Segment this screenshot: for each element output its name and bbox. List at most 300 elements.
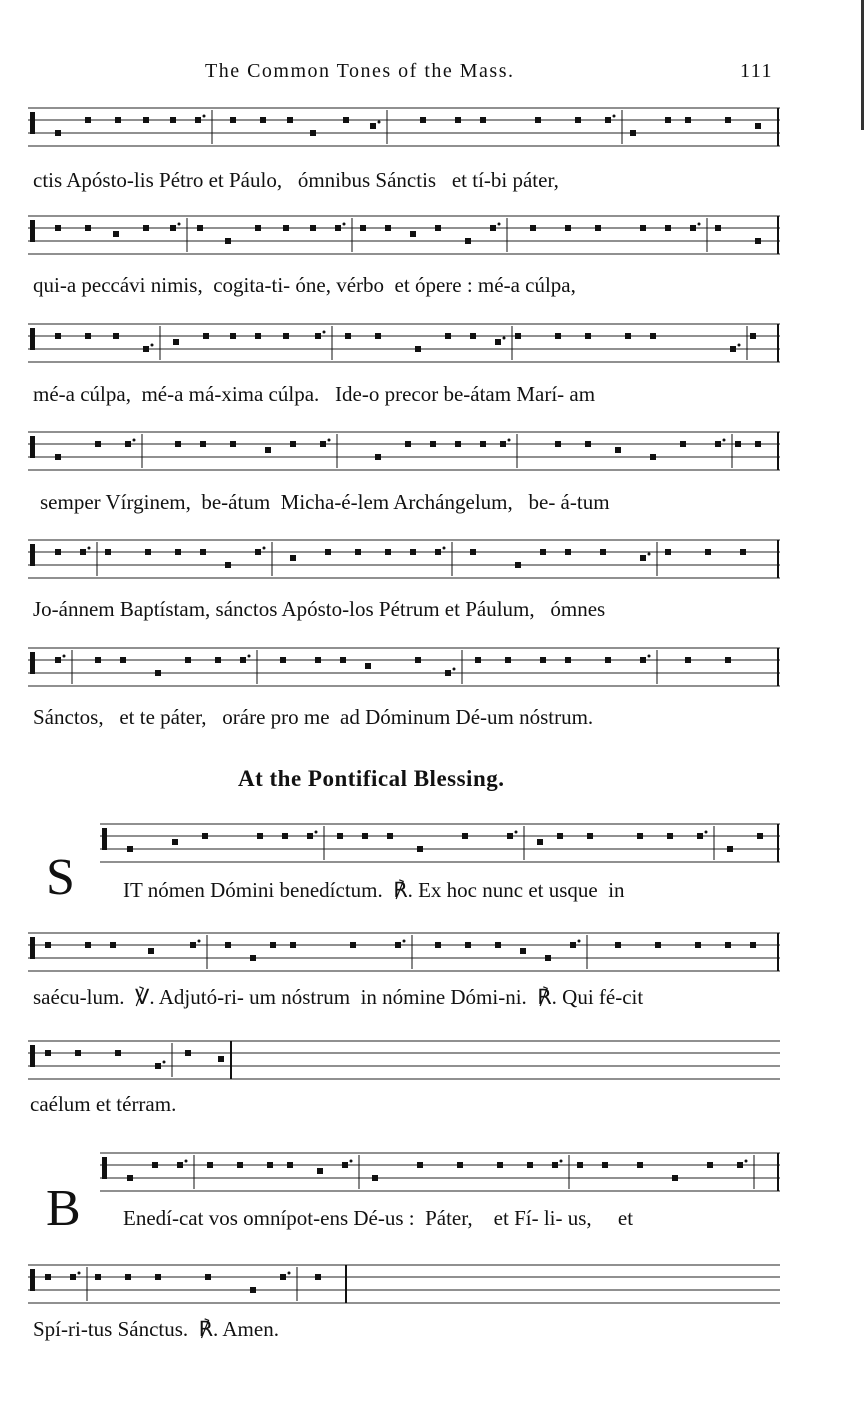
neume — [287, 117, 293, 123]
mora-dot — [163, 1061, 166, 1064]
neume — [225, 238, 231, 244]
neume — [495, 339, 501, 345]
neume — [385, 549, 391, 555]
neume — [175, 441, 181, 447]
neume — [640, 555, 646, 561]
staff-lines — [28, 208, 780, 260]
neume — [725, 117, 731, 123]
neume — [85, 333, 91, 339]
neume — [200, 441, 206, 447]
mora-dot — [378, 121, 381, 124]
mora-dot — [88, 547, 91, 550]
neume — [417, 1162, 423, 1168]
neume — [445, 333, 451, 339]
neume — [735, 441, 741, 447]
neume — [650, 333, 656, 339]
neume — [340, 657, 346, 663]
mora-dot — [288, 1272, 291, 1275]
neume — [697, 833, 703, 839]
neume — [343, 117, 349, 123]
staff-lines — [28, 1033, 780, 1085]
neume — [665, 117, 671, 123]
neume — [495, 942, 501, 948]
neume — [420, 117, 426, 123]
neume — [415, 657, 421, 663]
neume — [600, 549, 606, 555]
neume — [257, 833, 263, 839]
neume — [280, 1274, 286, 1280]
neume — [85, 942, 91, 948]
neume — [465, 942, 471, 948]
neume — [342, 1162, 348, 1168]
neume — [155, 1063, 161, 1069]
neume — [637, 1162, 643, 1168]
neume — [705, 549, 711, 555]
neume — [230, 333, 236, 339]
neume — [225, 562, 231, 568]
mora-dot — [248, 655, 251, 658]
neume — [417, 846, 423, 852]
neume — [695, 942, 701, 948]
neume — [185, 1050, 191, 1056]
mora-dot — [560, 1160, 563, 1163]
neume — [685, 657, 691, 663]
neume — [120, 657, 126, 663]
neume — [730, 346, 736, 352]
neume — [372, 1175, 378, 1181]
neume — [315, 333, 321, 339]
neume — [740, 549, 746, 555]
neume — [225, 942, 231, 948]
mora-dot — [78, 1272, 81, 1275]
neume — [80, 549, 86, 555]
running-title: The Common Tones of the Mass. — [205, 60, 515, 82]
blessing-line-5: Spí-ri-tus Sánctus. ℟. Amen. — [33, 1317, 279, 1341]
neume — [707, 1162, 713, 1168]
neume — [350, 942, 356, 948]
chant-staff-6 — [28, 640, 780, 692]
neume — [540, 549, 546, 555]
clef-mark — [102, 828, 107, 850]
staff-lines — [28, 316, 780, 368]
clef-mark — [30, 112, 35, 134]
mora-dot — [578, 940, 581, 943]
neume — [640, 225, 646, 231]
section-heading: At the Pontifical Blessing. — [238, 766, 505, 791]
neume — [115, 1050, 121, 1056]
staff-lines — [28, 925, 780, 977]
neume — [255, 333, 261, 339]
neume — [750, 942, 756, 948]
neume — [507, 833, 513, 839]
neume — [565, 225, 571, 231]
neume — [497, 1162, 503, 1168]
neume — [255, 549, 261, 555]
neume — [85, 117, 91, 123]
mora-dot — [178, 223, 181, 226]
neume — [152, 1162, 158, 1168]
neume — [615, 447, 621, 453]
neume — [690, 225, 696, 231]
mora-dot — [613, 115, 616, 118]
neume — [290, 441, 296, 447]
neume — [455, 117, 461, 123]
neume — [715, 441, 721, 447]
neume — [470, 333, 476, 339]
neume — [462, 833, 468, 839]
mora-dot — [350, 1160, 353, 1163]
lyric-line-2: qui-a peccávi nimis, cogita-ti- óne, vérbo et ópere : mé-a cúlpa, — [33, 273, 576, 297]
neume — [55, 549, 61, 555]
neume — [290, 555, 296, 561]
neume — [45, 1274, 51, 1280]
staff-lines — [28, 532, 780, 584]
neume — [195, 117, 201, 123]
neume — [672, 1175, 678, 1181]
neume — [155, 670, 161, 676]
neume — [715, 225, 721, 231]
neume — [680, 441, 686, 447]
neume — [145, 549, 151, 555]
neume — [113, 333, 119, 339]
neume — [685, 117, 691, 123]
mora-dot — [648, 655, 651, 658]
clef-mark — [30, 544, 35, 566]
neume — [557, 833, 563, 839]
neume — [565, 657, 571, 663]
staff-lines — [100, 816, 780, 868]
mora-dot — [698, 223, 701, 226]
neume — [337, 833, 343, 839]
neume — [757, 833, 763, 839]
neume — [665, 549, 671, 555]
mora-dot — [63, 655, 66, 658]
neume — [283, 333, 289, 339]
staff-lines — [28, 1257, 780, 1309]
mora-dot — [515, 831, 518, 834]
neume — [405, 441, 411, 447]
neume — [127, 1175, 133, 1181]
mora-dot — [328, 439, 331, 442]
neume — [570, 942, 576, 948]
neume — [537, 839, 543, 845]
clef-mark — [30, 328, 35, 350]
neume — [190, 942, 196, 948]
lyric-line-1: ctis Apósto-lis Pétro et Páulo, ómnibus Sánctis et tí-bi páter, — [33, 168, 559, 192]
mora-dot — [498, 223, 501, 226]
staff-lines — [28, 100, 780, 152]
neume — [218, 1056, 224, 1062]
neume — [155, 1274, 161, 1280]
mora-dot — [503, 337, 506, 340]
neume — [95, 1274, 101, 1280]
mora-dot — [263, 547, 266, 550]
neume — [375, 454, 381, 460]
neume — [127, 846, 133, 852]
neume — [410, 231, 416, 237]
neume — [520, 948, 526, 954]
neume — [552, 1162, 558, 1168]
neume — [725, 942, 731, 948]
staff-lines — [28, 640, 780, 692]
neume — [265, 447, 271, 453]
neume — [490, 225, 496, 231]
neume — [205, 1274, 211, 1280]
neume — [515, 562, 521, 568]
neume — [615, 942, 621, 948]
chant-staff-1 — [28, 100, 780, 152]
neume — [415, 346, 421, 352]
neume — [737, 1162, 743, 1168]
mora-dot — [738, 344, 741, 347]
neume — [335, 225, 341, 231]
neume — [230, 441, 236, 447]
neume — [370, 123, 376, 129]
neume — [315, 657, 321, 663]
lyric-line-6: Sánctos, et te páter, oráre pro me ad Dóminum Dé-um nóstrum. — [33, 705, 594, 729]
neume — [355, 549, 361, 555]
neume — [385, 225, 391, 231]
clef-mark — [30, 1045, 35, 1067]
neume — [85, 225, 91, 231]
neume — [470, 549, 476, 555]
drop-initial-b: B — [46, 1180, 81, 1237]
chant-staff-9 — [28, 1033, 780, 1085]
neume — [200, 549, 206, 555]
clef-mark — [102, 1157, 107, 1179]
neume — [565, 549, 571, 555]
neume — [320, 441, 326, 447]
neume — [95, 441, 101, 447]
clef-mark — [30, 652, 35, 674]
clef-mark — [30, 937, 35, 959]
neume — [240, 657, 246, 663]
staff-lines — [100, 1145, 780, 1197]
neume — [230, 117, 236, 123]
neume — [655, 942, 661, 948]
neume — [540, 657, 546, 663]
neume — [250, 955, 256, 961]
neume — [640, 657, 646, 663]
neume — [113, 231, 119, 237]
neume — [605, 657, 611, 663]
mora-dot — [443, 547, 446, 550]
neume — [255, 225, 261, 231]
chant-staff-11 — [28, 1257, 780, 1309]
mora-dot — [403, 940, 406, 943]
mora-dot — [343, 223, 346, 226]
neume — [387, 833, 393, 839]
neume — [143, 346, 149, 352]
neume — [595, 225, 601, 231]
clef-mark — [30, 436, 35, 458]
neume — [585, 441, 591, 447]
neume — [55, 225, 61, 231]
neume — [143, 117, 149, 123]
neume — [727, 846, 733, 852]
neume — [95, 657, 101, 663]
neume — [317, 1168, 323, 1174]
neume — [197, 225, 203, 231]
blessing-line-1: IT nómen Dómini benedíctum. ℟. Ex hoc nunc et usque in — [123, 878, 625, 902]
mora-dot — [705, 831, 708, 834]
neume — [55, 454, 61, 460]
neume — [307, 833, 313, 839]
neume — [143, 225, 149, 231]
neume — [555, 333, 561, 339]
neume — [505, 657, 511, 663]
clef-mark — [30, 220, 35, 242]
neume — [55, 333, 61, 339]
neume — [203, 333, 209, 339]
neume — [75, 1050, 81, 1056]
clef-mark — [30, 1269, 35, 1291]
page-number: 111 — [740, 60, 774, 82]
neume — [545, 955, 551, 961]
chant-staff-8 — [28, 925, 780, 977]
neume — [315, 1274, 321, 1280]
mora-dot — [198, 940, 201, 943]
neume — [280, 657, 286, 663]
chant-staff-3 — [28, 316, 780, 368]
neume — [215, 657, 221, 663]
neume — [587, 833, 593, 839]
neume — [310, 225, 316, 231]
neume — [173, 339, 179, 345]
mora-dot — [323, 331, 326, 334]
neume — [500, 441, 506, 447]
neume — [602, 1162, 608, 1168]
neume — [535, 117, 541, 123]
neume — [175, 549, 181, 555]
neume — [515, 333, 521, 339]
neume — [70, 1274, 76, 1280]
neume — [395, 942, 401, 948]
neume — [287, 1162, 293, 1168]
neume — [375, 333, 381, 339]
mora-dot — [723, 439, 726, 442]
neume — [290, 942, 296, 948]
neume — [45, 942, 51, 948]
neume — [185, 657, 191, 663]
mora-dot — [151, 344, 154, 347]
lyric-line-3: mé-a cúlpa, mé-a má-xima cúlpa. Ide-o precor be-átam Marí- am — [33, 382, 596, 406]
neume — [527, 1162, 533, 1168]
neume — [577, 1162, 583, 1168]
neume — [475, 657, 481, 663]
neume — [480, 117, 486, 123]
neume — [435, 942, 441, 948]
neume — [725, 657, 731, 663]
neume — [575, 117, 581, 123]
neume — [105, 549, 111, 555]
neume — [755, 123, 761, 129]
mora-dot — [453, 668, 456, 671]
drop-initial-s: S — [46, 849, 75, 906]
neume — [410, 549, 416, 555]
neume — [270, 942, 276, 948]
neume — [148, 948, 154, 954]
neume — [585, 333, 591, 339]
neume — [755, 238, 761, 244]
neume — [360, 225, 366, 231]
neume — [365, 663, 371, 669]
lyric-line-4: semper Vírginem, be-átum Micha-é-lem Archángelum, be- á-tum — [40, 490, 610, 514]
neume — [435, 549, 441, 555]
neume — [530, 225, 536, 231]
neume — [125, 441, 131, 447]
neume — [207, 1162, 213, 1168]
chant-staff-2 — [28, 208, 780, 260]
chant-staff-4 — [28, 424, 780, 476]
neume — [480, 441, 486, 447]
neume — [177, 1162, 183, 1168]
blessing-line-3: caélum et térram. — [30, 1092, 177, 1116]
mora-dot — [185, 1160, 188, 1163]
neume — [455, 441, 461, 447]
chant-staff-5 — [28, 532, 780, 584]
neume — [170, 225, 176, 231]
neume — [435, 225, 441, 231]
neume — [667, 833, 673, 839]
neume — [282, 833, 288, 839]
lyric-line-5: Jo-ánnem Baptístam, sánctos Apósto-los Pétrum et Páulum, ómnes — [33, 597, 606, 621]
neume — [665, 225, 671, 231]
neume — [750, 333, 756, 339]
neume — [55, 130, 61, 136]
neume — [115, 117, 121, 123]
blessing-line-4: Enedí-cat vos omnípot-ens Dé-us : Páter, et Fí- li- us, et — [123, 1206, 634, 1230]
neume — [605, 117, 611, 123]
neume — [345, 333, 351, 339]
neume — [260, 117, 266, 123]
neume — [55, 657, 61, 663]
neume — [283, 225, 289, 231]
neume — [650, 454, 656, 460]
neume — [637, 833, 643, 839]
mora-dot — [315, 831, 318, 834]
mora-dot — [133, 439, 136, 442]
neume — [630, 130, 636, 136]
neume — [237, 1162, 243, 1168]
neume — [457, 1162, 463, 1168]
neume — [170, 117, 176, 123]
neume — [445, 670, 451, 676]
neume — [45, 1050, 51, 1056]
neume — [625, 333, 631, 339]
neume — [465, 238, 471, 244]
neume — [267, 1162, 273, 1168]
neume — [172, 839, 178, 845]
chant-staff-7 — [100, 816, 780, 868]
neume — [555, 441, 561, 447]
neume — [310, 130, 316, 136]
neume — [430, 441, 436, 447]
neume — [125, 1274, 131, 1280]
blessing-line-2: saécu-lum. ℣. Adjutó-ri- um nóstrum in nómine Dómi-ni. ℟. Qui fé-cit — [33, 985, 644, 1009]
neume — [202, 833, 208, 839]
neume — [325, 549, 331, 555]
neume — [250, 1287, 256, 1293]
neume — [362, 833, 368, 839]
mora-dot — [648, 553, 651, 556]
staff-lines — [28, 424, 780, 476]
neume — [110, 942, 116, 948]
mora-dot — [203, 115, 206, 118]
chant-staff-10 — [100, 1145, 780, 1197]
mora-dot — [508, 439, 511, 442]
mora-dot — [745, 1160, 748, 1163]
